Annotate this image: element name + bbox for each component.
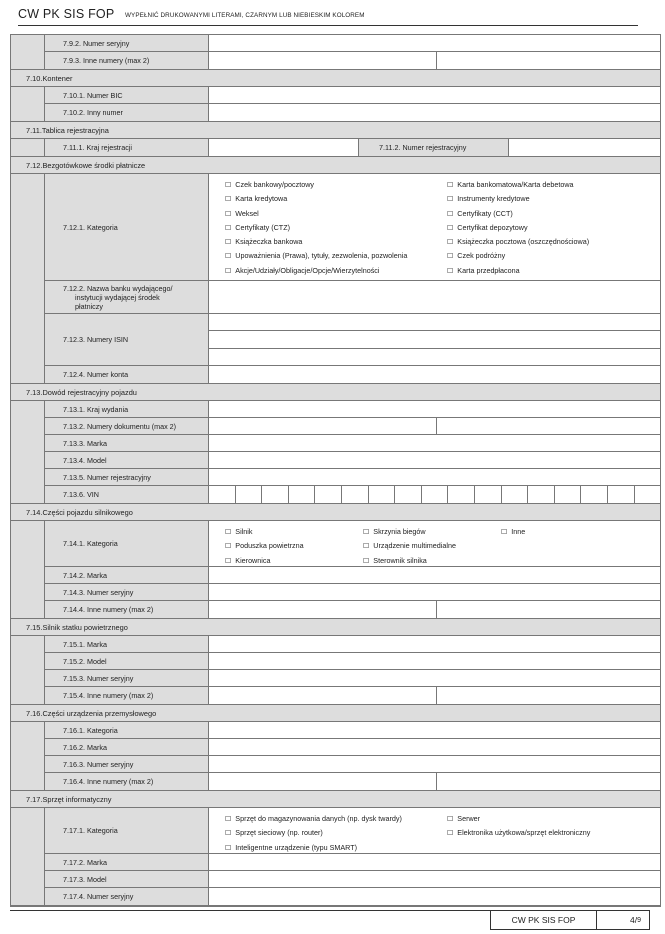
industrial-other-number-1-input[interactable] bbox=[209, 773, 437, 790]
checkbox-option[interactable]: ☐ Certyfikat depozytowy bbox=[447, 221, 660, 235]
field-label: 7.17.2. Marka bbox=[45, 854, 209, 870]
row-7-14-4 bbox=[44, 601, 660, 618]
field-label: 7.15.3. Numer seryjny bbox=[45, 670, 209, 686]
section-title: 7.11.Tablica rejestracyjna bbox=[10, 122, 661, 139]
vin-character-box[interactable] bbox=[448, 486, 475, 503]
row-7-17-1 bbox=[44, 808, 660, 854]
part-other-number-1-input[interactable] bbox=[209, 601, 437, 618]
row-7-17-3 bbox=[44, 871, 660, 888]
row-7-10-2 bbox=[44, 104, 660, 121]
section-7-11 bbox=[10, 139, 661, 157]
section-7-16 bbox=[10, 722, 661, 791]
section-title: 7.10.Kontener bbox=[10, 70, 661, 87]
checkbox-option[interactable]: ☐ Sprzęt do magazynowania danych (np. dysk twardy) bbox=[225, 812, 447, 826]
field-label: 7.10.2. Inny numer bbox=[45, 104, 209, 121]
field-label: 7.12.3. Numery ISIN bbox=[45, 314, 209, 365]
registration-country-input[interactable] bbox=[209, 139, 359, 156]
checkbox-option[interactable]: ☐ Inne bbox=[501, 525, 660, 539]
vin-character-box[interactable] bbox=[502, 486, 529, 503]
engine-serial-input[interactable] bbox=[209, 670, 660, 686]
row-7-16-3 bbox=[44, 756, 660, 773]
row-7-15-4 bbox=[44, 687, 660, 704]
isin-input[interactable] bbox=[209, 349, 660, 365]
checkbox-option[interactable]: ☐ Karta przedpłacona bbox=[447, 264, 660, 278]
row-7-13-5 bbox=[44, 469, 660, 486]
checkbox-option[interactable]: ☐ Certyfikaty (CCT) bbox=[447, 207, 660, 221]
page-footer bbox=[490, 910, 650, 930]
vin-input-boxes bbox=[209, 486, 661, 503]
vehicle-part-category-options bbox=[209, 521, 660, 566]
engine-other-number-2-input[interactable] bbox=[437, 687, 660, 704]
engine-make-input[interactable] bbox=[209, 636, 660, 652]
field-label: 7.17.1. Kategoria bbox=[45, 808, 209, 853]
footer-divider bbox=[10, 910, 490, 911]
field-label: 7.11.2. Numer rejestracyjny bbox=[359, 139, 509, 156]
row-7-13-6 bbox=[44, 486, 660, 503]
vin-character-box[interactable] bbox=[475, 486, 502, 503]
field-label: 7.15.4. Inne numery (max 2) bbox=[45, 687, 209, 704]
section-7-13 bbox=[10, 401, 661, 504]
row-7-17-4 bbox=[44, 888, 660, 905]
vin-character-box[interactable] bbox=[342, 486, 369, 503]
document-number-2-input[interactable] bbox=[437, 418, 660, 434]
vehicle-registration-input[interactable] bbox=[209, 469, 660, 485]
field-label: 7.9.2. Numer seryjny bbox=[45, 35, 209, 51]
document-number-1-input[interactable] bbox=[209, 418, 437, 434]
vehicle-make-input[interactable] bbox=[209, 435, 660, 451]
row-7-14-3 bbox=[44, 584, 660, 601]
field-label: 7.17.3. Model bbox=[45, 871, 209, 887]
page-number bbox=[597, 911, 649, 929]
checkbox-option[interactable]: ☐ Upoważnienia (Prawa), tytuły, zezwolenia, pozwolenia bbox=[225, 249, 447, 263]
field-label: 7.13.6. VIN bbox=[45, 486, 209, 503]
field-label: 7.14.1. Kategoria bbox=[45, 521, 209, 566]
field-label: 7.12.1. Kategoria bbox=[45, 174, 209, 280]
checkbox-option[interactable]: ☐ Akcje/Udziały/Obligacje/Opcje/Wierzytelności bbox=[225, 264, 447, 278]
label-line: instytucji wydającej środek bbox=[75, 292, 160, 302]
checkbox-option[interactable]: ☐ Weksel bbox=[225, 207, 447, 221]
field-label: 7.16.1. Kategoria bbox=[45, 722, 209, 738]
checkbox-option[interactable]: ☐ Książeczka pocztowa (oszczędnościowa) bbox=[447, 235, 660, 249]
row-7-12-3 bbox=[44, 314, 660, 366]
row-7-13-3 bbox=[44, 435, 660, 452]
checkbox-option[interactable]: ☐ Kierownica bbox=[225, 554, 363, 568]
vin-character-box[interactable] bbox=[581, 486, 608, 503]
row-7-16-4 bbox=[44, 773, 660, 790]
field-label: 7.14.3. Numer seryjny bbox=[45, 584, 209, 600]
isin-input[interactable] bbox=[209, 314, 660, 331]
checkbox-option[interactable]: ☐ Instrumenty kredytowe bbox=[447, 192, 660, 206]
field-label: 7.13.2. Numery dokumentu (max 2) bbox=[45, 418, 209, 434]
row-7-17-2 bbox=[44, 854, 660, 871]
field-label bbox=[45, 281, 209, 313]
it-equipment-category-options bbox=[209, 808, 660, 853]
section-title: 7.17.Sprzęt informatyczny bbox=[10, 791, 661, 808]
section-7-15 bbox=[10, 636, 661, 705]
vin-character-box[interactable] bbox=[315, 486, 342, 503]
industrial-category-input[interactable] bbox=[209, 722, 660, 738]
part-make-input[interactable] bbox=[209, 567, 660, 583]
vin-character-box[interactable] bbox=[236, 486, 263, 503]
vin-character-box[interactable] bbox=[555, 486, 582, 503]
checkbox-option[interactable]: ☐ Serwer bbox=[447, 812, 660, 826]
page-total: 9 bbox=[637, 916, 641, 924]
field-label: 7.14.4. Inne numery (max 2) bbox=[45, 601, 209, 618]
label-line: płatniczy bbox=[75, 301, 103, 311]
checkbox-option[interactable]: ☐ Sterownik silnika bbox=[363, 554, 501, 568]
form-instruction: WYPEŁNIĆ DRUKOWANYMI LITERAMI, CZARNYM LUB NIEBIESKIM KOLOREM bbox=[125, 12, 365, 19]
section-7-14 bbox=[10, 521, 661, 619]
section-title: 7.14.Części pojazdu silnikowego bbox=[10, 504, 661, 521]
vin-character-box[interactable] bbox=[528, 486, 555, 503]
industrial-serial-input[interactable] bbox=[209, 756, 660, 772]
row-7-9-2 bbox=[44, 35, 660, 52]
bic-number-input[interactable] bbox=[209, 87, 660, 103]
vin-character-box[interactable] bbox=[395, 486, 422, 503]
page-current: 4/ bbox=[630, 915, 638, 925]
section-title: 7.13.Dowód rejestracyjny pojazdu bbox=[10, 384, 661, 401]
payment-category-options bbox=[209, 174, 660, 280]
row-7-15-3 bbox=[44, 670, 660, 687]
section-7-12 bbox=[10, 174, 661, 384]
field-label: 7.10.1. Numer BIC bbox=[45, 87, 209, 103]
row-7-13-1 bbox=[44, 401, 660, 418]
field-label: 7.16.2. Marka bbox=[45, 739, 209, 755]
row-7-15-1 bbox=[44, 636, 660, 653]
industrial-make-input[interactable] bbox=[209, 739, 660, 755]
it-make-input[interactable] bbox=[209, 854, 660, 870]
row-7-14-1 bbox=[44, 521, 660, 567]
checkbox-option[interactable]: ☐ Sprzęt sieciowy (np. router) bbox=[225, 826, 447, 840]
field-label: 7.13.3. Marka bbox=[45, 435, 209, 451]
row-7-15-2 bbox=[44, 653, 660, 670]
row-7-10-1 bbox=[44, 87, 660, 104]
vin-character-box[interactable] bbox=[422, 486, 449, 503]
field-label: 7.13.1. Kraj wydania bbox=[45, 401, 209, 417]
field-label: 7.15.2. Model bbox=[45, 653, 209, 669]
row-7-13-4 bbox=[44, 452, 660, 469]
empty-cell bbox=[501, 539, 660, 553]
checkbox-option[interactable]: ☐ Czek podróżny bbox=[447, 249, 660, 263]
checkbox-option[interactable]: ☐ Książeczka bankowa bbox=[225, 235, 447, 249]
serial-number-input[interactable] bbox=[209, 35, 660, 51]
page-header bbox=[18, 7, 638, 26]
label-line: 7.12.2. Nazwa banku wydającego/ bbox=[63, 283, 173, 293]
engine-other-number-1-input[interactable] bbox=[209, 687, 437, 704]
section-7-17 bbox=[10, 808, 661, 906]
row-7-16-1 bbox=[44, 722, 660, 739]
vin-character-box[interactable] bbox=[289, 486, 316, 503]
row-7-13-2 bbox=[44, 418, 660, 435]
vehicle-model-input[interactable] bbox=[209, 452, 660, 468]
isin-input[interactable] bbox=[209, 331, 660, 348]
checkbox-option[interactable]: ☐ Certyfikaty (CTZ) bbox=[225, 221, 447, 235]
row-7-12-4 bbox=[44, 366, 660, 383]
checkbox-option[interactable]: ☐ Inteligentne urządzenie (typu SMART) bbox=[225, 841, 447, 855]
isin-inputs bbox=[209, 314, 660, 365]
checkbox-option[interactable]: ☐ Karta kredytowa bbox=[225, 192, 447, 206]
row-7-12-2 bbox=[44, 281, 660, 314]
field-label: 7.14.2. Marka bbox=[45, 567, 209, 583]
field-label: 7.13.5. Numer rejestracyjny bbox=[45, 469, 209, 485]
row-7-14-2 bbox=[44, 567, 660, 584]
row-7-9-3 bbox=[44, 52, 660, 69]
row-7-12-1 bbox=[44, 174, 660, 281]
field-label: 7.11.1. Kraj rejestracji bbox=[45, 139, 209, 156]
container-other-number-input[interactable] bbox=[209, 104, 660, 121]
it-serial-input[interactable] bbox=[209, 888, 660, 905]
vin-character-box[interactable] bbox=[262, 486, 289, 503]
other-number-1-input[interactable] bbox=[209, 52, 437, 69]
account-number-input[interactable] bbox=[209, 366, 660, 383]
footer-form-code: CW PK SIS FOP bbox=[491, 911, 597, 929]
part-other-number-2-input[interactable] bbox=[437, 601, 660, 618]
section-7-9-continued bbox=[10, 35, 661, 70]
checkbox-option[interactable]: ☐ Silnik bbox=[225, 525, 363, 539]
form-body bbox=[10, 34, 661, 907]
field-label: 7.13.4. Model bbox=[45, 452, 209, 468]
section-title: 7.12.Bezgotówkowe środki płatnicze bbox=[10, 157, 661, 174]
section-7-10 bbox=[10, 87, 661, 122]
field-label: 7.15.1. Marka bbox=[45, 636, 209, 652]
issue-country-input[interactable] bbox=[209, 401, 660, 417]
form-code: CW PK SIS FOP bbox=[18, 7, 115, 21]
row-7-16-2 bbox=[44, 739, 660, 756]
checkbox-option[interactable]: ☐ Skrzynia biegów bbox=[363, 525, 501, 539]
field-label: 7.16.3. Numer seryjny bbox=[45, 756, 209, 772]
checkbox-option[interactable]: ☐ Czek bankowy/pocztowy bbox=[225, 178, 447, 192]
field-label: 7.17.4. Numer seryjny bbox=[45, 888, 209, 905]
engine-model-input[interactable] bbox=[209, 653, 660, 669]
other-number-2-input[interactable] bbox=[437, 52, 660, 69]
issuing-bank-input[interactable] bbox=[209, 281, 660, 313]
vin-character-box[interactable] bbox=[369, 486, 396, 503]
vin-character-box[interactable] bbox=[608, 486, 635, 503]
field-label: 7.12.4. Numer konta bbox=[45, 366, 209, 383]
vin-character-box[interactable] bbox=[209, 486, 236, 503]
field-label: 7.9.3. Inne numery (max 2) bbox=[45, 52, 209, 69]
row-7-11 bbox=[44, 139, 660, 156]
industrial-other-number-2-input[interactable] bbox=[437, 773, 660, 790]
it-model-input[interactable] bbox=[209, 871, 660, 887]
checkbox-option[interactable]: ☐ Poduszka powietrzna bbox=[225, 539, 363, 553]
part-serial-input[interactable] bbox=[209, 584, 660, 600]
checkbox-option[interactable]: ☐ Elektronika użytkowa/sprzęt elektroniczny bbox=[447, 826, 660, 840]
section-title: 7.15.Silnik statku powietrznego bbox=[10, 619, 661, 636]
checkbox-option[interactable]: ☐ Urządzenie multimedialne bbox=[363, 539, 501, 553]
section-title: 7.16.Części urządzenia przemysłowego bbox=[10, 705, 661, 722]
checkbox-option[interactable]: ☐ Karta bankomatowa/Karta debetowa bbox=[447, 178, 660, 192]
field-label: 7.16.4. Inne numery (max 2) bbox=[45, 773, 209, 790]
vin-character-box[interactable] bbox=[635, 486, 662, 503]
registration-number-input[interactable] bbox=[509, 139, 660, 156]
